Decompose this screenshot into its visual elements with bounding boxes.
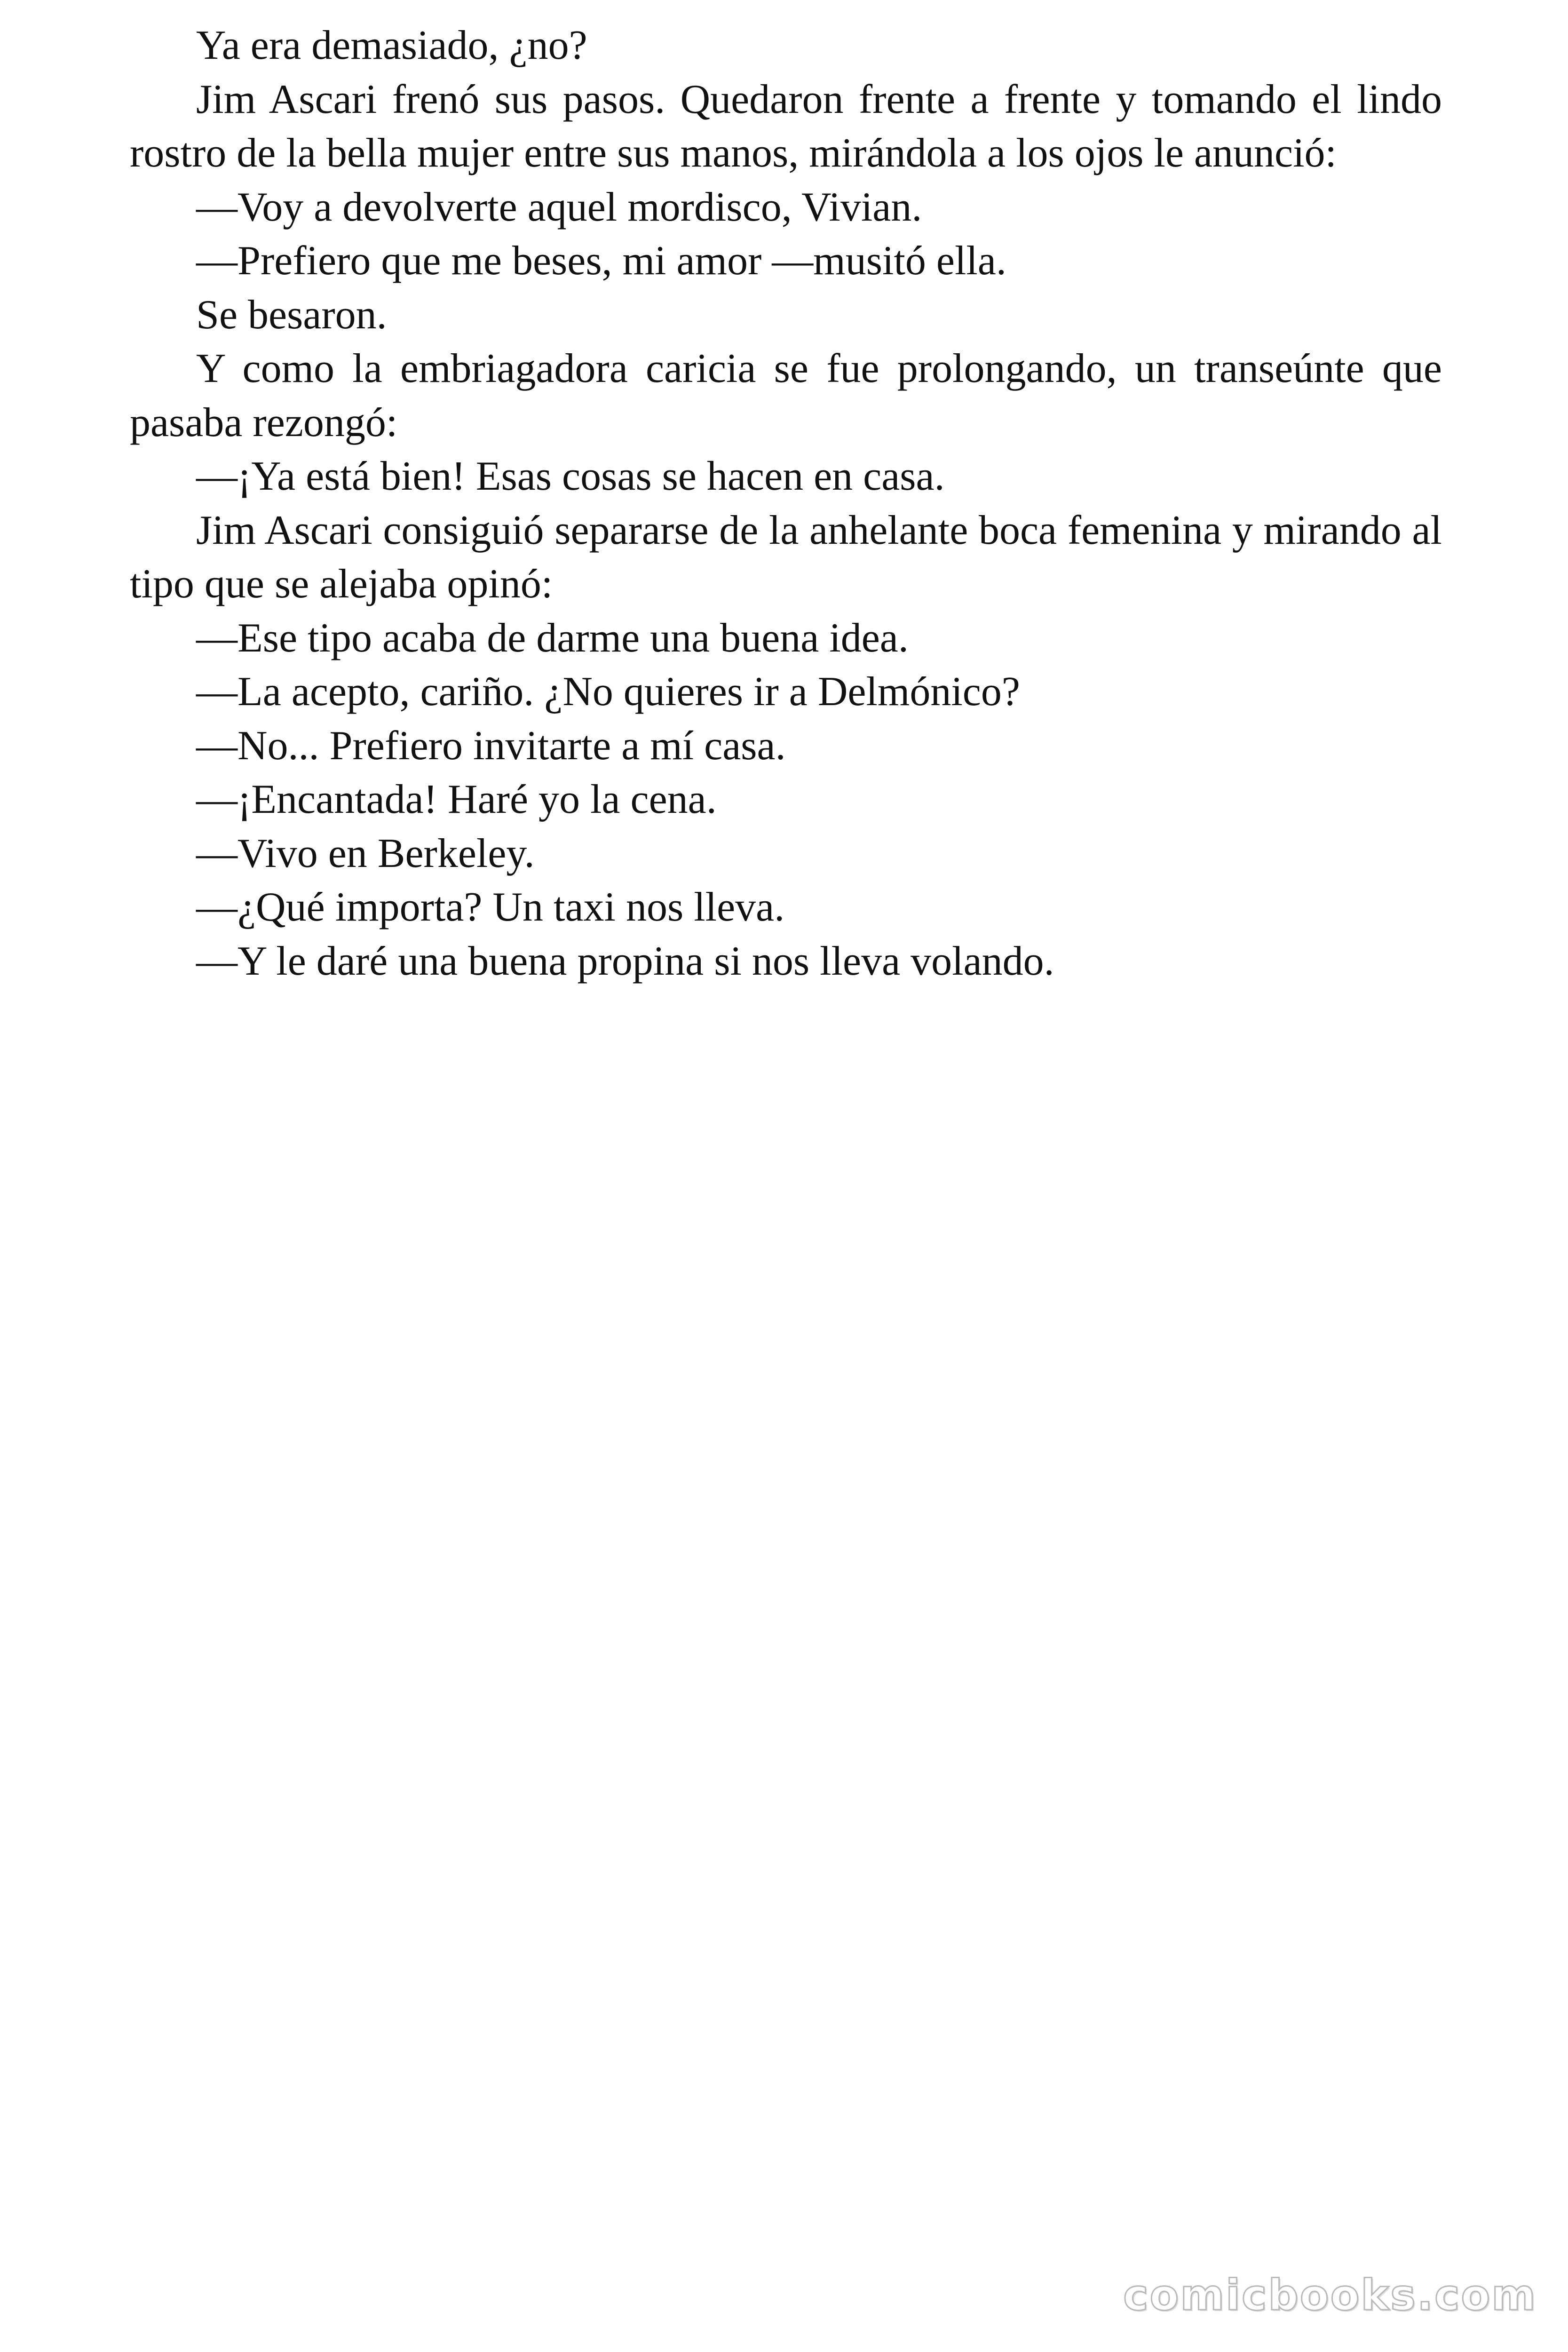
paragraph: —Ese tipo acaba de darme una buena idea. [196, 615, 909, 661]
paragraph: Jim Ascari consiguió separarse de la anhelante boca femenina y mirando al tipo que se alejaba opinó: [130, 507, 1442, 607]
paragraph: Jim Ascari frenó sus pasos. Quedaron frente a frente y tomando el lindo rostro de la bella mujer entre sus manos, mirándola a los ojos le anunció: [130, 76, 1442, 176]
paragraph: —¿Qué importa? Un taxi nos lleva. [196, 884, 785, 930]
paragraph: —La acepto, cariño. ¿No quieres ir a Delmónico? [196, 669, 1020, 715]
paragraph: Y como la embriagadora caricia se fue prolongando, un transeúnte que pasaba rezongó: [130, 346, 1442, 445]
paragraph: —Y le daré una buena propina si nos lleva volando. [196, 938, 1054, 984]
paragraph: —No... Prefiero invitarte a mí casa. [196, 723, 786, 769]
paragraph: —Vivo en Berkeley. [196, 830, 535, 876]
paragraph: —¡Ya está bien! Esas cosas se hacen en casa. [196, 453, 945, 499]
body-text [130, 19, 1442, 988]
paragraph: Ya era demasiado, ¿no? [196, 23, 587, 68]
watermark: comicbooks.com [1123, 2271, 1537, 2320]
paragraph: —¡Encantada! Haré yo la cena. [196, 777, 717, 822]
paragraph: —Voy a devolverte aquel mordisco, Vivian. [196, 184, 922, 230]
paragraph: Se besaron. [196, 292, 387, 338]
paragraph: —Prefiero que me beses, mi amor —musitó ella. [196, 238, 1006, 284]
